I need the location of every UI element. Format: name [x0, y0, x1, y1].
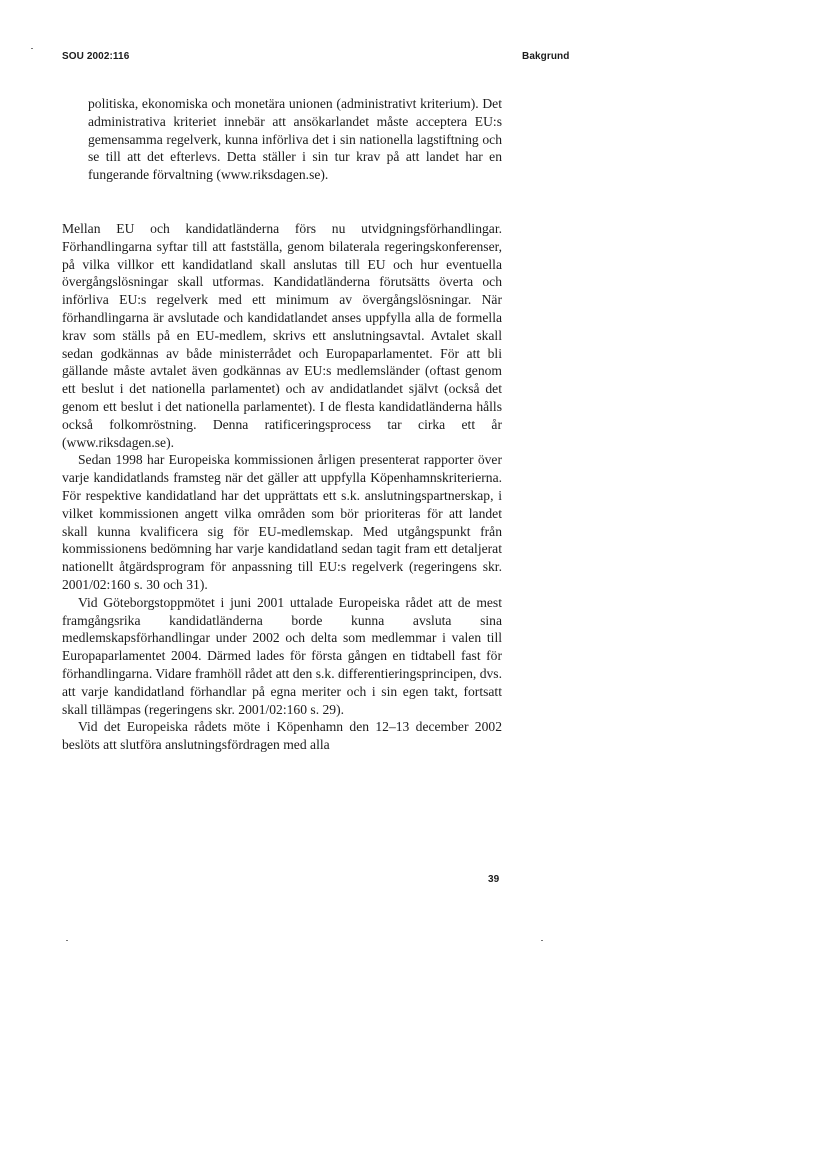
- quote-paragraph: politiska, ekonomiska och monetära unionen (administrativt kriterium). Det administrativa kriteriet innebär att ansökarlandet måste acceptera EU:s gemensamma regelverk, kunna införliva det i sin nationella lagstiftning och se till att det efterlevs. Detta ställer i sin tur krav på att landet har en fungerande förvaltning (www.riksdagen.se).: [88, 96, 502, 183]
- scan-mark: [541, 940, 543, 941]
- running-header-report-id: SOU 2002:116: [62, 51, 130, 62]
- paragraph: Vid det Europeiska rådets möte i Köpenhamn den 12–13 december 2002 beslöts att slutföra anslutningsfördragen med alla: [62, 719, 502, 753]
- body-text: [62, 220, 502, 754]
- scan-mark: [31, 48, 33, 49]
- page-number: 39: [488, 874, 500, 885]
- running-header-section: Bakgrund: [522, 51, 570, 62]
- scan-mark: [66, 940, 68, 941]
- paragraph: Mellan EU och kandidatländerna förs nu utvidgningsförhandlingar. Förhandlingarna syftar till att fastställa, genom bilaterala regeringskonferenser, på vilka villkor ett kandidatland skall anslutas till EU och hur eventuella övergångslösningar skall utformas. Kandidatländerna förutsätts överta och införliva EU:s regelverk med ett minimum av övergångslösningar. När förhandlingarna är avslutade och kandidatlandet anses uppfylla alla de formella krav som ställs på en EU-medlem, skrivs ett anslutningsavtal. Avtalet skall sedan godkännas av både ministerrådet och Europaparlamentet. För att bli gällande måste avtalet även godkännas av EU:s medlemsländer (oftast genom ett beslut i det nationella parlamentet) och av andidatlandet självt (också det genom ett beslut i det nationella parlamentet). I de flesta kandidatländerna hålls också folkomröstning. Denna ratificeringsprocess tar cirka ett år (www.riksdagen.se).: [62, 221, 502, 450]
- paragraph: Vid Göteborgstoppmötet i juni 2001 uttalade Europeiska rådet att de mest framgångsrika kandidatländerna borde kunna avsluta sina medlemskapsförhandlingar under 2002 och delta som medlemmar i valen till Europaparlamentet 2004. Därmed lades för första gången en tidtabell fast för förhandlingarna. Vidare framhöll rådet att den s.k. differentieringsprincipen, dvs. att varje kandidatland förhandlar på egna meriter och i sin egen takt, fortsatt skall tillämpas (regeringens skr. 2001/02:160 s. 29).: [62, 594, 502, 717]
- indented-quote: [88, 95, 502, 184]
- paragraph: Sedan 1998 har Europeiska kommissionen årligen presenterat rapporter över varje kandidatlands framsteg när det gäller att uppfylla Köpenhamnskriterierna. För respektive kandidatland har det upprättats ett s.k. anslutningspartnerskap, i vilket kommissionen angett vilka områden som bör prioriteras för att landet skall kunna kvalificera sig för EU-medlemskap. Med utgångspunkt från kommissionens bedömning har varje kandidatland sedan tagit fram ett detaljerat nationellt åtgärdsprogram för anpassning till EU:s regelverk (regeringens skr. 2001/02:160 s. 30 och 31).: [62, 452, 502, 592]
